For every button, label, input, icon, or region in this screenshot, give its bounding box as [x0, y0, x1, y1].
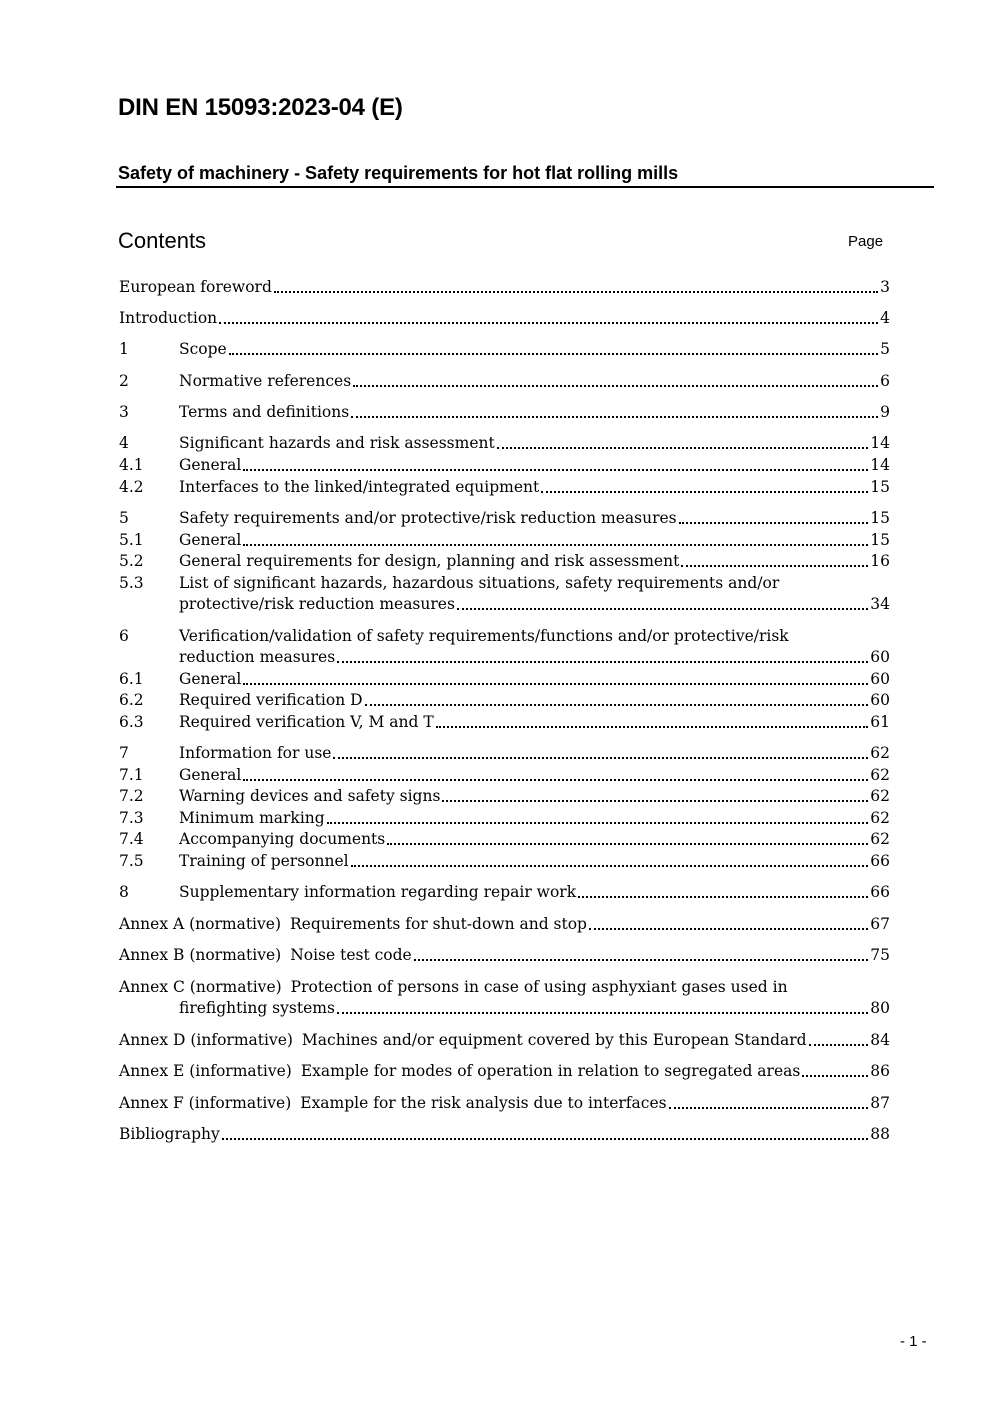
toc-entry-title: Machines and/or equipment covered by this European Standard	[301, 1031, 807, 1049]
toc-entry[interactable]	[119, 1123, 890, 1145]
toc-entry[interactable]	[119, 807, 890, 829]
toc-leader-dots	[457, 608, 868, 610]
toc-annex-label: Annex C (normative)	[119, 977, 282, 996]
toc-entry[interactable]	[119, 454, 890, 476]
toc-leader-dots	[442, 800, 868, 802]
toc-page-number: 60	[870, 670, 890, 688]
toc-leader-dots	[809, 1044, 869, 1046]
page-number: - 1 -	[900, 1333, 927, 1350]
toc-page-number: 80	[870, 999, 890, 1017]
toc-page-number: 87	[870, 1094, 890, 1112]
toc-page-number: 75	[870, 946, 890, 964]
toc-leader-dots	[414, 959, 869, 961]
toc-page-number: 3	[880, 278, 890, 296]
toc-leader-dots	[669, 1107, 869, 1109]
toc-leader-dots	[497, 447, 869, 449]
toc-entry[interactable]	[119, 476, 890, 498]
toc-page-number: 9	[880, 403, 890, 421]
toc-entry[interactable]	[119, 1029, 890, 1051]
toc-leader-dots	[243, 683, 868, 685]
toc-entry-title: Terms and definitions	[179, 403, 350, 421]
toc-page-number: 67	[870, 915, 890, 933]
toc-entry-title: European foreword	[119, 278, 272, 296]
toc-annex-label: Annex B (normative)	[119, 946, 282, 964]
toc-entry-title: Warning devices and safety signs	[179, 787, 441, 805]
toc-section-number: 6.3	[119, 713, 144, 731]
toc-leader-dots	[219, 322, 878, 324]
toc-leader-dots	[681, 565, 868, 567]
toc-section-number: 7	[119, 744, 129, 762]
toc-entry[interactable]	[119, 850, 890, 872]
toc-section-number: 5.3	[119, 573, 144, 592]
toc-page-number: 15	[870, 531, 890, 549]
toc-section-number: 6	[119, 626, 129, 645]
toc-entry-title: General	[179, 456, 242, 474]
toc-leader-dots	[387, 843, 868, 845]
toc-entry-title: Required verification V, M and T	[179, 713, 434, 731]
toc-leader-dots	[243, 779, 868, 781]
toc-section-number: 3	[119, 403, 129, 421]
document-subtitle: Safety of machinery - Safety requirements for hot flat rolling mills	[118, 163, 679, 183]
toc-section-number: 2	[119, 372, 129, 390]
toc-entry-title: Interfaces to the linked/integrated equipment	[179, 478, 540, 496]
toc-entry[interactable]	[119, 785, 890, 807]
toc-page-number: 5	[880, 340, 890, 358]
toc-leader-dots	[679, 522, 869, 524]
toc-entry[interactable]	[119, 1060, 890, 1082]
toc-entry[interactable]	[119, 307, 890, 329]
toc-entry[interactable]	[119, 401, 890, 423]
toc-entry-title: Required verification D	[179, 691, 363, 709]
toc-page-number: 60	[870, 691, 890, 709]
toc-entry-continuation[interactable]	[179, 646, 890, 668]
toc-entry[interactable]	[119, 507, 890, 529]
toc-entry[interactable]	[119, 550, 890, 572]
toc-section-number: 4.1	[119, 456, 144, 474]
toc-annex-label: Annex E (informative)	[119, 1062, 292, 1080]
toc-leader-dots	[229, 353, 878, 355]
toc-entry[interactable]	[119, 625, 890, 647]
toc-leader-dots	[436, 726, 869, 728]
toc-entry-title-continuation: reduction measures	[179, 648, 336, 666]
toc-page-number: 62	[870, 744, 890, 762]
toc-entry[interactable]	[119, 1092, 890, 1114]
toc-entry-title: Training of personnel	[179, 852, 349, 870]
toc-entry-title: General	[179, 670, 242, 688]
toc-annex-label: Annex D (informative)	[119, 1031, 293, 1049]
toc-leader-dots	[243, 469, 868, 471]
toc-entry[interactable]	[119, 881, 890, 903]
toc-leader-dots	[274, 291, 878, 293]
contents-heading: Contents	[118, 228, 207, 253]
toc-page-number: 84	[870, 1031, 890, 1049]
toc-entry[interactable]	[119, 276, 890, 298]
toc-entry-title: Information for use	[179, 744, 332, 762]
toc-entry-title: Protection of persons in case of using asphyxiant gases used in	[290, 977, 788, 996]
document-title: DIN EN 15093:2023-04 (E)	[118, 94, 403, 121]
toc-page-number: 66	[870, 852, 890, 870]
toc-entry[interactable]	[119, 432, 890, 454]
toc-page-number: 66	[870, 883, 890, 901]
toc-leader-dots	[541, 491, 868, 493]
toc-page-number: 14	[870, 434, 890, 452]
toc-page-number: 88	[870, 1125, 890, 1143]
toc-page-number: 15	[870, 509, 890, 527]
toc-leader-dots	[243, 544, 868, 546]
toc-leader-dots	[353, 385, 878, 387]
toc-section-number: 5.1	[119, 531, 144, 549]
toc-entry[interactable]	[119, 711, 890, 733]
toc-page-number: 15	[870, 478, 890, 496]
toc-section-number: 7.5	[119, 852, 144, 870]
toc-page-number: 60	[870, 648, 890, 666]
toc-leader-dots	[802, 1075, 868, 1077]
toc-section-number: 6.2	[119, 691, 144, 709]
toc-section-number: 7.1	[119, 766, 144, 784]
toc-entry-title: Example for modes of operation in relation to segregated areas	[300, 1062, 801, 1080]
toc-entry-title-continuation: protective/risk reduction measures	[179, 595, 455, 613]
toc-leader-dots	[578, 896, 868, 898]
page-column-heading: Page	[848, 233, 884, 250]
toc-leader-dots	[589, 928, 868, 930]
toc-entry-continuation[interactable]	[179, 593, 890, 615]
toc-entry[interactable]	[119, 764, 890, 786]
toc-section-number: 7.4	[119, 830, 144, 848]
toc-entry-title: Verification/validation of safety requirements/functions and/or protective/risk	[179, 626, 789, 645]
toc-entry-title: General	[179, 766, 242, 784]
toc-section-number: 6.1	[119, 670, 144, 688]
toc-section-number: 7.2	[119, 787, 144, 805]
toc-leader-dots	[365, 704, 869, 706]
toc-page-number: 62	[870, 787, 890, 805]
toc-entry-title: Scope	[179, 340, 227, 358]
toc-page-number: 14	[870, 456, 890, 474]
toc-leader-dots	[337, 1012, 868, 1014]
toc-entry[interactable]	[119, 689, 890, 711]
toc-entry[interactable]	[119, 944, 890, 966]
toc-leader-dots	[337, 661, 868, 663]
toc-page-number: 4	[880, 309, 890, 327]
toc-entry-title: Accompanying documents	[179, 830, 386, 848]
toc-entry[interactable]	[119, 828, 890, 850]
toc-leader-dots	[327, 822, 869, 824]
toc-page-number: 16	[870, 552, 890, 570]
toc-section-number: 4.2	[119, 478, 144, 496]
toc-entry[interactable]	[119, 913, 890, 935]
toc-entry-title: General	[179, 531, 242, 549]
toc-page-number: 6	[880, 372, 890, 390]
toc-section-number: 5	[119, 509, 129, 527]
toc-page-number: 86	[870, 1062, 890, 1080]
toc-page-number: 34	[870, 595, 890, 613]
toc-entry-title: Introduction	[119, 309, 218, 327]
toc-section-number: 1	[119, 340, 129, 358]
toc-leader-dots	[333, 757, 868, 759]
toc-section-number: 5.2	[119, 552, 144, 570]
toc-entry[interactable]	[119, 572, 890, 594]
toc-annex-label: Annex A (normative)	[119, 915, 281, 933]
toc-entry-title: Significant hazards and risk assessment	[179, 434, 495, 452]
toc-entry-title: Supplementary information regarding repair work	[179, 883, 577, 901]
toc-section-number: 7.3	[119, 809, 144, 827]
toc-entry[interactable]	[119, 529, 890, 551]
toc-page-number: 62	[870, 766, 890, 784]
toc-entry-title: Noise test code	[290, 946, 412, 964]
toc-section-number: 4	[119, 434, 129, 452]
toc-page-number: 62	[870, 809, 890, 827]
toc-entry-title: Requirements for shut-down and stop	[290, 915, 587, 933]
toc-entry[interactable]	[119, 742, 890, 764]
toc-entry[interactable]	[119, 370, 890, 392]
toc-entry-title: Example for the risk analysis due to interfaces	[300, 1094, 667, 1112]
toc-leader-dots	[222, 1138, 869, 1140]
toc-entry-title: General requirements for design, planning and risk assessment	[179, 552, 680, 570]
toc-entry-title: List of significant hazards, hazardous situations, safety requirements and/or	[179, 573, 780, 592]
toc-entry-title: Bibliography	[119, 1125, 220, 1143]
toc-entry-title: Minimum marking	[179, 809, 325, 827]
toc-page-number: 62	[870, 830, 890, 848]
toc-leader-dots	[351, 416, 878, 418]
toc-entry[interactable]	[119, 668, 890, 690]
toc-entry-title: Normative references	[179, 372, 352, 390]
toc-page-number: 61	[870, 713, 890, 731]
toc-entry-title-continuation: firefighting systems	[179, 999, 335, 1017]
toc-entry-continuation[interactable]	[179, 997, 890, 1019]
toc-leader-dots	[351, 865, 869, 867]
toc-entry[interactable]	[119, 338, 890, 360]
toc-entry[interactable]	[119, 976, 890, 998]
toc-section-number: 8	[119, 883, 129, 901]
toc-entry-title: Safety requirements and/or protective/risk reduction measures	[179, 509, 677, 527]
toc-annex-label: Annex F (informative)	[119, 1094, 292, 1112]
